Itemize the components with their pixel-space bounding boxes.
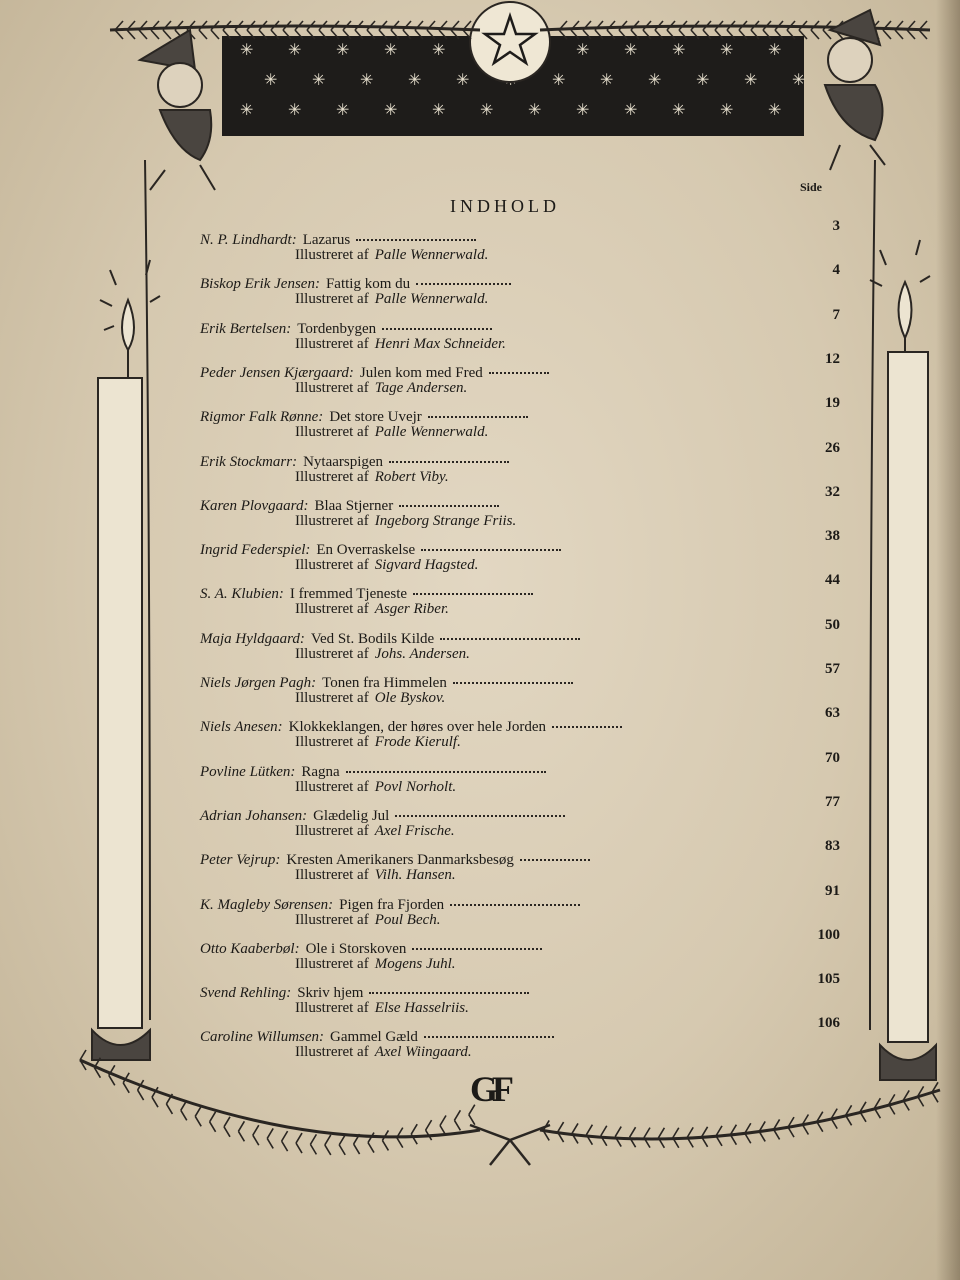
side-column-label: Side (800, 180, 823, 194)
toc-entry (200, 262, 850, 320)
toc-illustrated-by: Illustreret af (295, 424, 369, 441)
toc-illustrator: Vilh. Hansen. (374, 867, 456, 884)
toc-leader-dots (413, 583, 533, 595)
star-icon: ✳ (576, 40, 590, 59)
page-title: INDHOLD (450, 196, 560, 216)
toc-page-number: 12 (825, 350, 840, 367)
toc-illustrator-line (295, 1000, 469, 1017)
toc-illustrated-by: Illustreret af (295, 1000, 369, 1017)
toc-illustrator: Henri Max Schneider. (374, 335, 506, 352)
toc-illustrator-line (295, 823, 455, 840)
toc-author: Maja Hyldgaard: (200, 630, 305, 647)
toc-entry (200, 572, 850, 630)
toc-story-title: Nytaarspigen (303, 453, 384, 470)
toc-illustrator: Palle Wennerwald. (374, 247, 489, 263)
toc-leader-dots (424, 1026, 554, 1038)
toc-illustrator-line (295, 734, 461, 751)
toc-author: Erik Stockmarr: (200, 453, 298, 470)
toc-entry (200, 926, 850, 985)
toc-page-number: 70 (825, 749, 840, 766)
toc-author: Rigmor Falk Rønne: (200, 409, 324, 426)
toc-entry (200, 661, 850, 719)
star-icon: ✳ (432, 100, 446, 119)
toc-author: Caroline Willumsen: (200, 1029, 325, 1046)
star-icon: ✳ (336, 100, 350, 119)
toc-entry (200, 218, 850, 276)
toc-illustrator: Palle Wennerwald. (374, 424, 489, 441)
toc-illustrated-by: Illustreret af (295, 778, 369, 795)
toc-illustrated-by: Illustreret af (295, 867, 369, 884)
toc-illustrator-line (295, 912, 441, 929)
toc-leader-dots (399, 495, 499, 507)
toc-page-number: 91 (825, 882, 840, 899)
toc-entry (200, 971, 850, 1029)
toc-author: Adrian Johansen: (200, 807, 308, 824)
toc-page-number: 50 (825, 616, 840, 633)
bow-icon (470, 1125, 550, 1165)
toc-page-number: 63 (825, 705, 840, 722)
toc-leader-dots (412, 938, 542, 950)
toc-leader-dots (416, 273, 511, 285)
candle-right (870, 240, 936, 1080)
toc-illustrator-line (295, 956, 456, 973)
toc-illustrator-line (295, 779, 456, 796)
toc-entry (200, 749, 850, 808)
star-icon: ✳ (672, 40, 686, 59)
toc-illustrated-by: Illustreret af (295, 955, 369, 972)
toc-illustrated-by: Illustreret af (295, 822, 369, 839)
toc-illustrator: Ingeborg Strange Friis. (374, 512, 517, 529)
toc-leader-dots (453, 672, 573, 684)
toc-page-number: 26 (825, 439, 840, 456)
star-icon: ✳ (432, 40, 446, 59)
toc-story-title: Ragna (301, 763, 340, 780)
toc-story-title: En Overraskelse (316, 542, 416, 559)
star-icon: ✳ (600, 70, 614, 89)
star-icon: ✳ (336, 40, 350, 59)
toc-page-number: 77 (825, 793, 840, 810)
toc-illustrator: Povl Norholt. (374, 778, 457, 795)
toc-author: Karen Plovgaard: (200, 497, 309, 514)
toc-page-number: 44 (825, 572, 840, 589)
star-icon: ✳ (384, 100, 398, 119)
toc-illustrator-line (295, 291, 488, 308)
toc-page-number: 106 (817, 1015, 840, 1032)
toc-page-number: 100 (817, 926, 840, 943)
toc-story-title: I fremmed Tjeneste (289, 586, 408, 603)
toc-illustrated-by: Illustreret af (295, 557, 369, 574)
toc-story-title: Blaa Stjerner (314, 497, 394, 514)
star-icon: ✳ (528, 100, 542, 119)
star-icon: ✳ (552, 70, 566, 89)
star-icon: ✳ (744, 70, 758, 89)
elf-right-figure (825, 10, 885, 170)
toc-illustrator-line (295, 469, 449, 486)
star-icon: ✳ (360, 70, 374, 89)
toc-page-number: 32 (825, 483, 840, 500)
toc-story-title: Kresten Amerikaners Danmarksbesøg (286, 852, 514, 869)
toc-story-title: Glædelig Jul (313, 807, 390, 824)
toc-illustrator: Axel Frische. (374, 822, 455, 839)
toc-illustrated-by: Illustreret af (295, 512, 369, 529)
toc-page-number: 19 (825, 395, 840, 412)
toc-illustrator: Tage Andersen. (374, 379, 468, 396)
toc-illustrator-line (295, 690, 445, 707)
toc-entry (200, 616, 850, 675)
star-icon: ✳ (312, 70, 326, 89)
toc-author: Ingrid Federspiel: (200, 542, 311, 559)
star-icon: ✳ (648, 70, 662, 89)
toc-leader-dots (395, 805, 565, 817)
toc-illustrator-line (295, 601, 449, 618)
toc-illustrated-by: Illustreret af (295, 645, 369, 662)
toc-illustrator: Johs. Andersen. (374, 645, 470, 662)
toc-illustrator: Robert Viby. (374, 468, 449, 485)
toc-illustrator: Ole Byskov. (374, 690, 446, 706)
toc-story-title: Klokkeklangen, der høres over hele Jorden (288, 719, 547, 736)
toc-story-title: Ole i Storskoven (305, 940, 407, 957)
toc-author: Povline Lütken: (200, 763, 296, 780)
toc-entry (200, 882, 850, 941)
toc-entry (200, 793, 850, 852)
toc-page-number: 105 (817, 971, 840, 988)
toc-illustrator: Else Hasselriis. (374, 1000, 469, 1017)
toc-entry (200, 528, 850, 586)
toc-story-title: Skriv hjem (297, 985, 364, 1002)
toc-illustrator: Asger Riber. (374, 601, 449, 618)
toc-illustrator: Sigvard Hagsted. (374, 557, 479, 574)
star-icon: ✳ (792, 70, 806, 89)
toc-leader-dots (389, 451, 509, 463)
toc-illustrator: Poul Bech. (374, 911, 441, 928)
star-icon: ✳ (624, 100, 638, 119)
toc-author: Svend Rehling: (200, 985, 292, 1002)
star-icon: ✳ (672, 100, 686, 119)
toc-story-title: Lazarus (302, 232, 351, 248)
toc-illustrated-by: Illustreret af (295, 247, 369, 263)
toc-story-title: Det store Uvejr (329, 409, 422, 426)
toc-illustrated-by: Illustreret af (295, 468, 369, 485)
star-icon: ✳ (264, 70, 278, 89)
toc-leader-dots (440, 628, 580, 640)
toc-illustrator-line (295, 424, 488, 441)
toc-illustrator-line (295, 557, 478, 574)
star-icon: ✳ (240, 100, 254, 119)
toc-author: Biskop Erik Jensen: (200, 276, 320, 293)
toc-illustrated-by: Illustreret af (295, 911, 369, 928)
star-icon: ✳ (720, 100, 734, 119)
toc-entry (200, 705, 850, 763)
toc-illustrator-line (295, 513, 516, 530)
star-icon: ✳ (288, 100, 302, 119)
toc-illustrator: Axel Wiingaard. (374, 1044, 472, 1061)
toc-illustrated-by: Illustreret af (295, 291, 369, 308)
toc-entry (200, 1015, 850, 1073)
toc-entry (200, 439, 850, 498)
toc-entry (200, 838, 850, 896)
toc-leader-dots (450, 894, 580, 906)
toc-entry (200, 395, 850, 453)
toc-entry (200, 483, 850, 542)
toc-page-number: 57 (825, 661, 840, 677)
publisher-logo: GF (470, 1069, 508, 1109)
toc-leader-dots (369, 982, 529, 994)
toc-leader-dots (552, 716, 622, 728)
elf-left-figure (140, 30, 215, 190)
star-icon: ✳ (696, 70, 710, 89)
toc-leader-dots (346, 761, 546, 773)
toc-illustrator-line (295, 867, 456, 884)
toc-author: Niels Jørgen Pagh: (200, 675, 317, 691)
toc-author: Peder Jensen Kjærgaard: (200, 364, 354, 381)
toc-illustrated-by: Illustreret af (295, 1044, 369, 1061)
toc-author: Peter Vejrup: (200, 852, 281, 869)
toc-author: Niels Anesen: (200, 719, 283, 736)
toc-page-number: 3 (832, 218, 840, 234)
toc-illustrator-line (295, 646, 470, 663)
toc-illustrator: Frode Kierulf. (374, 734, 461, 751)
toc-leader-dots (489, 362, 549, 374)
star-icon: ✳ (384, 40, 398, 59)
toc-illustrator-line (295, 336, 506, 353)
toc-entry (200, 306, 850, 365)
toc-author: K. Magleby Sørensen: (200, 896, 334, 913)
toc-leader-dots (382, 318, 492, 330)
star-icon: ✳ (240, 40, 254, 59)
star-icon: ✳ (720, 40, 734, 59)
toc-leader-dots (421, 539, 561, 551)
toc-leader-dots (428, 406, 528, 418)
toc-story-title: Gammel Gæld (330, 1029, 418, 1046)
star-icon: ✳ (456, 70, 470, 89)
toc-author: S. A. Klubien: (200, 586, 284, 603)
toc-illustrated-by: Illustreret af (295, 690, 369, 706)
toc-author: N. P. Lindhardt: (200, 232, 297, 248)
toc-story-title: Tordenbygen (297, 320, 377, 337)
toc-page-number: 83 (825, 838, 840, 855)
star-icon: ✳ (288, 40, 302, 59)
toc-illustrator: Mogens Juhl. (374, 955, 456, 972)
toc-leader-dots (520, 849, 590, 861)
star-icon: ✳ (768, 100, 782, 119)
star-icon: ✳ (480, 100, 494, 119)
toc-page-number: 7 (832, 306, 840, 323)
toc-illustrated-by: Illustreret af (295, 335, 369, 352)
toc-illustrator-line (295, 380, 467, 397)
star-icon: ✳ (408, 70, 422, 89)
star-icon: ✳ (624, 40, 638, 59)
toc-illustrated-by: Illustreret af (295, 734, 369, 751)
toc-author: Otto Kaaberbøl: (200, 940, 300, 957)
toc-illustrator-line (295, 1044, 472, 1061)
star-icon: ✳ (768, 40, 782, 59)
toc-story-title: Ved St. Bodils Kilde (310, 630, 435, 647)
toc-story-title: Fattig kom du (325, 276, 411, 293)
toc-leader-dots (356, 229, 476, 241)
toc-page-number: 38 (825, 528, 840, 545)
toc-entry (200, 350, 850, 409)
toc-page-number: 4 (832, 262, 840, 279)
toc-illustrated-by: Illustreret af (295, 601, 369, 618)
toc-story-title: Tonen fra Himmelen (322, 675, 447, 691)
toc-author: Erik Bertelsen: (200, 320, 292, 337)
toc-illustrator: Palle Wennerwald. (374, 291, 489, 308)
toc-story-title: Julen kom med Fred (359, 364, 483, 381)
toc-illustrated-by: Illustreret af (295, 379, 369, 396)
star-icon: ✳ (576, 100, 590, 119)
toc-illustrator-line (295, 247, 488, 264)
toc-story-title: Pigen fra Fjorden (339, 896, 445, 913)
